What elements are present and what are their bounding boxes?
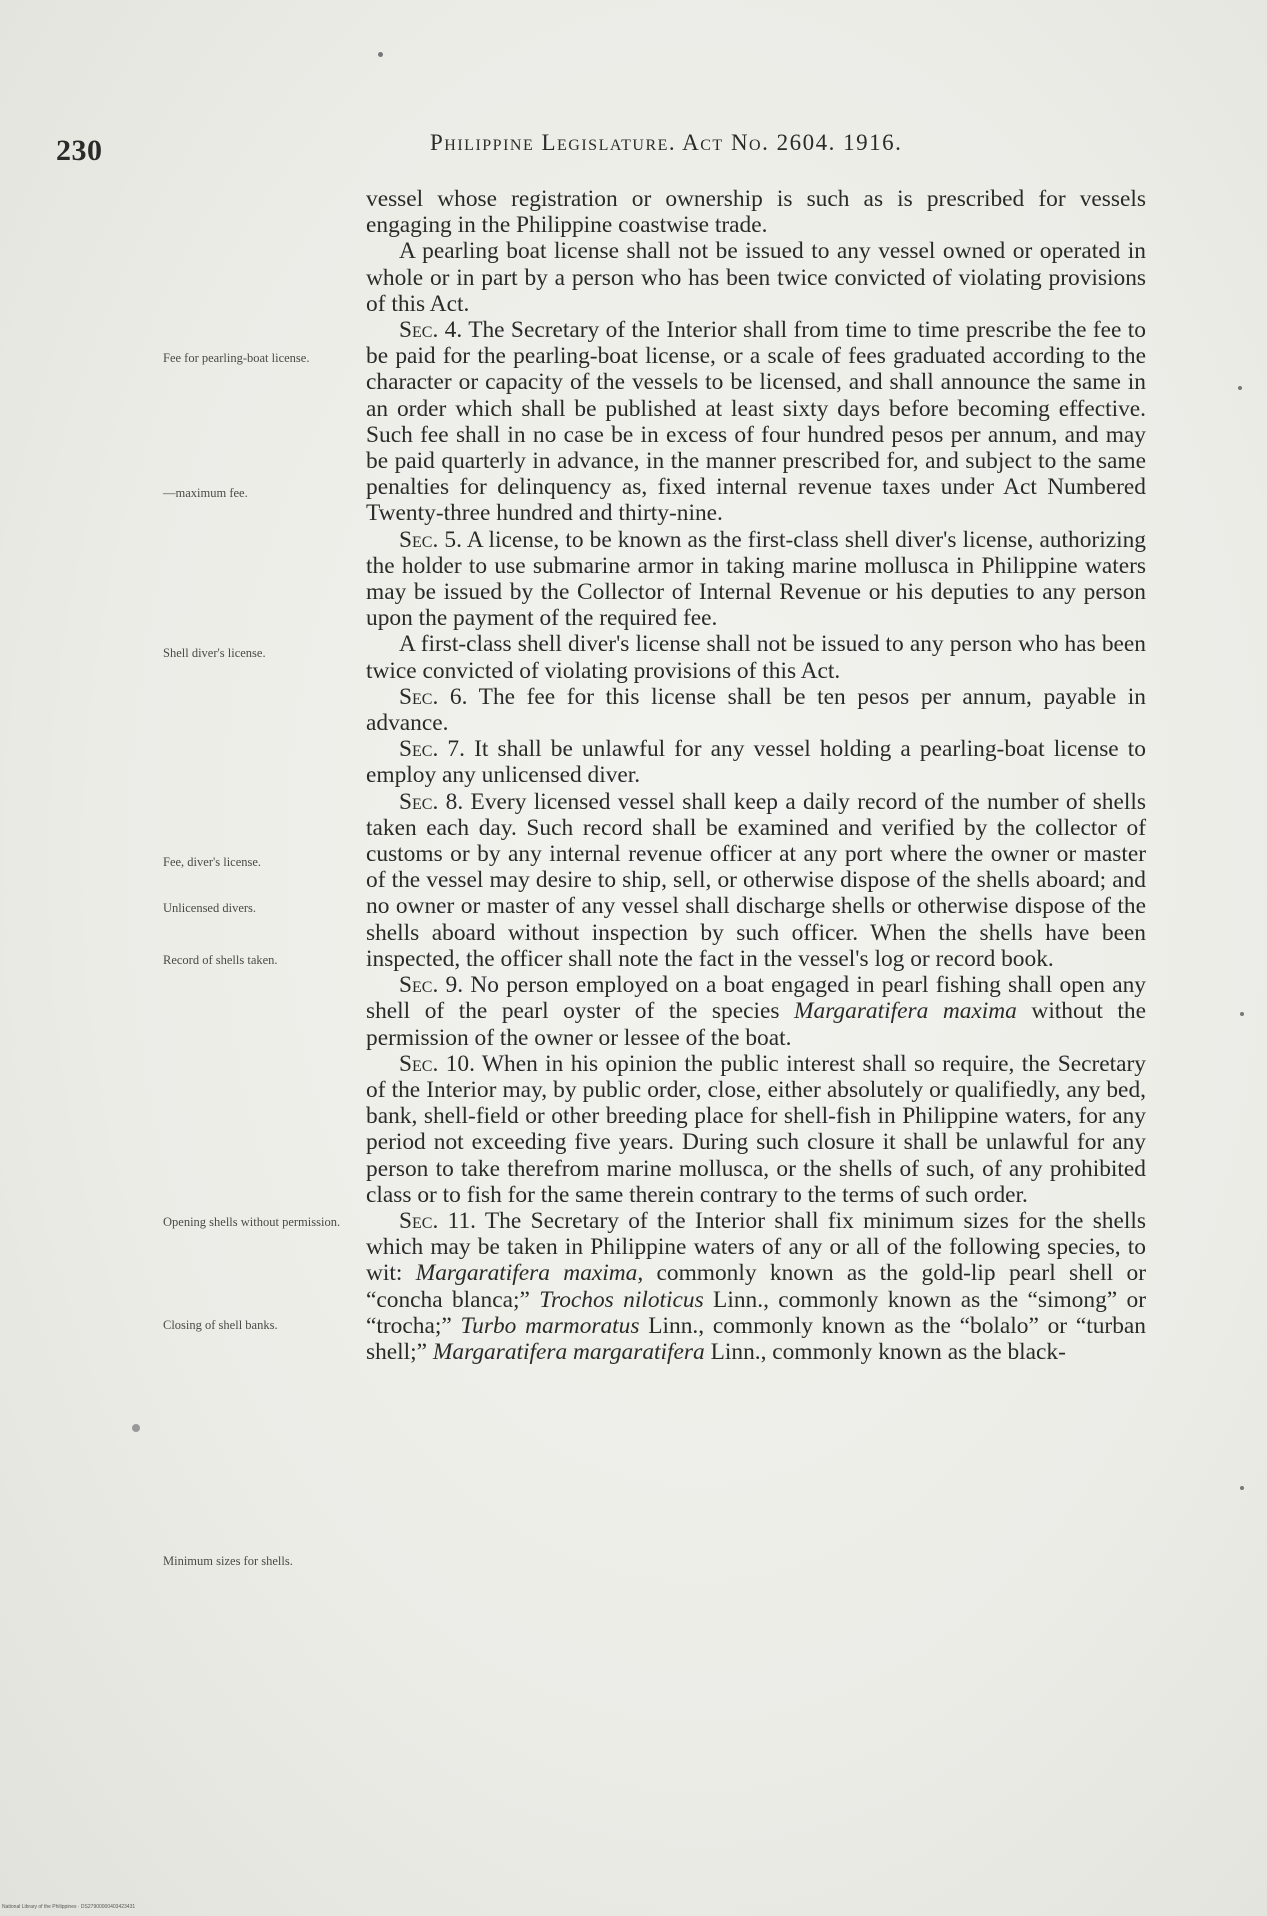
section-label: Sec. 11. [399, 1207, 476, 1234]
species-name: Turbo marmoratus [460, 1312, 640, 1339]
section-label: Sec. 7. [399, 736, 465, 763]
scan-credit: National Library of the Philippines · DS27900000403423431 [2, 1904, 136, 1910]
page-number: 230 [56, 134, 103, 167]
margin-note: Fee for pearling-boat license. [163, 351, 310, 365]
scan-speck [1240, 1486, 1244, 1490]
section-text: The Secretary of the Interior shall fix minimum sizes for the shells which may be taken in Philippine waters of any or all of the following species, to wit: [366, 1207, 1146, 1287]
section-label: Sec. 6. [399, 683, 468, 710]
margin-note: Fee, diver's license. [163, 855, 262, 869]
margin-note: —maximum fee. [163, 486, 248, 500]
section-text: Linn., commonly known as the black- [704, 1338, 1066, 1365]
section-label: Sec. 10. [399, 1050, 475, 1077]
section-text: commonly known as the gold-lip pearl shell or “concha blanca;” [366, 1260, 1146, 1313]
section-text: without the permission of the owner or lessee of the boat. [366, 998, 1147, 1051]
section-8 [366, 789, 1146, 972]
section-text: A license, to be known as the first-class shell diver's license, authorizing the holder to use submarine armor in taking marine mollusca in Philippine waters may be issued by the Collector of Internal Revenue or his deputies to any person upon the payment of the required fee. [366, 526, 1146, 632]
section-text: When in his opinion the public interest shall so require, the Secretary of the Interior may, by public order, close, either absolutely or qualifiedly, any bed, bank, shell-field or other breeding place for shell-fish in Philippine waters, for any period not exceeding five years. During such closure it shall be unlawful for any person to take therefrom marine mollusca, or the shells of such, of any prohibited class or to fish for the same therein contrary to the terms of such order. [366, 1050, 1147, 1208]
section-5 [366, 527, 1146, 632]
section-10 [366, 1051, 1146, 1208]
section-text: The fee for this license shall be ten pesos per annum, payable in advance. [366, 683, 1146, 737]
section-4 [366, 317, 1146, 527]
body-text [366, 186, 1146, 1365]
margin-note: Closing of shell banks. [163, 1318, 278, 1332]
species-name: Margaratifera maxima [794, 998, 1017, 1025]
section-label: Sec. 4. [399, 317, 463, 344]
running-head: Philippine Legislature. Act No. 2604. 1916. [430, 130, 903, 155]
section-text: The Secretary of the Interior shall from time to time prescribe the fee to be paid for the pearling-boat license, or a scale of fees graduated according to the character or capacity of the vessels to be licensed, and shall announce the same in an order which shall be published at least sixty days before becoming effective. Such fee shall in no case be in excess of four hundred pesos per annum, and may be paid quarterly in advance, in the manner prescribed for, and subject to the same penalties for delinquency as, fixed internal revenue taxes under Act Numbered Twenty-three hundred and thirty-nine. [366, 317, 1146, 527]
section-label: Sec. 9. [399, 972, 464, 999]
section-7 [366, 736, 1146, 788]
scan-speck [1240, 1012, 1244, 1016]
section-11 [366, 1208, 1146, 1365]
section-text: Linn., commonly known as the “bolalo” or “turban shell;” [366, 1312, 1146, 1365]
section-6 [366, 684, 1146, 736]
species-name: Trochos niloticus [539, 1286, 704, 1313]
section-text: Every licensed vessel shall keep a daily record of the number of shells taken each day. Such record shall be examined and verified by the collector of customs or by any internal revenue officer at any port where the owner or master of the vessel may desire to ship, sell, or otherwise dispose of the shells aboard; and no owner or master of any vessel shall discharge shells or otherwise dispose of the shells aboard without inspection by such officer. When the shells have been inspected, the officer shall note the fact in the vessel's log or record book. [366, 788, 1146, 972]
section-label: Sec. 8. [399, 788, 464, 815]
paragraph: A first-class shell diver's license shall not be issued to any person who has been twice convicted of violating provisions of this Act. [366, 631, 1146, 684]
scan-speck [378, 52, 383, 57]
margin-note: Opening shells without permission. [163, 1215, 341, 1229]
species-name: Margaratifera margaratifera [432, 1338, 705, 1365]
section-text: Linn., commonly known as the “simong” or “trocha;” [366, 1286, 1146, 1339]
margin-note: Shell diver's license. [163, 646, 266, 660]
section-text: It shall be unlawful for any vessel holding a pearling-boat license to employ any unlicensed diver. [366, 736, 1146, 789]
margin-note: Unlicensed divers. [163, 901, 257, 915]
scan-speck [132, 1424, 140, 1432]
margin-note: Minimum sizes for shells. [163, 1554, 293, 1568]
paragraph: vessel whose registration or ownership is such as is prescribed for vessels engaging in the Philippine coastwise trade. [366, 186, 1146, 239]
section-9 [366, 972, 1146, 1051]
paragraph: A pearling boat license shall not be issued to any vessel owned or operated in whole or in part by a person who has been twice convicted of violating provisions of this Act. [366, 238, 1146, 317]
margin-note: Record of shells taken. [163, 953, 278, 967]
section-text: No person employed on a boat engaged in pearl fishing shall open any shell of the pearl oyster of the species [366, 972, 1146, 1025]
scan-speck [1238, 386, 1242, 390]
section-label: Sec. 5. [399, 526, 462, 553]
species-name: Margaratifera maxima, [415, 1260, 644, 1287]
